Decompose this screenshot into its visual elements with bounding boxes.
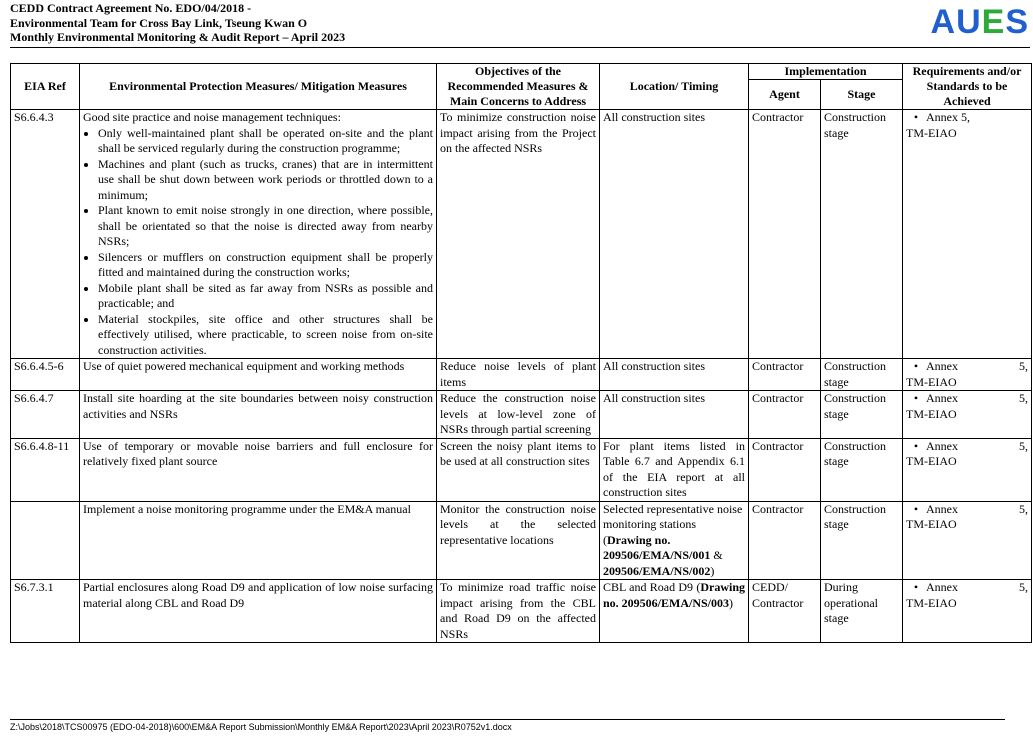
bullet-icon: • — [913, 359, 919, 373]
measure-bullet: • Only well-maintained plant shall be operated on-site and the plant shall be serviced regularly during the construction programme; — [98, 126, 433, 157]
team-line: Environmental Team for Cross Bay Link, Tseung Kwan O — [10, 15, 308, 30]
header-eia-ref: EIA Ref — [11, 64, 80, 110]
measure-bullet: • Material stockpiles, site office and other structures shall be effectively utilised, where practicable, to screen noise from on-site construction activities. — [98, 312, 433, 359]
drawing-ref: Drawing no. 209506/EMA/NS/003 — [603, 580, 745, 610]
logo-letter: S — [1005, 3, 1029, 41]
bullet-icon: • — [913, 391, 919, 405]
logo-letter: E — [981, 3, 1006, 41]
header-divider — [10, 47, 1030, 48]
header-requirements: Requirements and/or Standards to be Achieved — [903, 64, 1032, 110]
measure-bullet: • Mobile plant shall be sited as far away from NSRs as possible and practicable; and — [98, 281, 433, 312]
drawing-ref: 209506/EMA/NS/002 — [603, 563, 711, 578]
measure-bullet: • Plant known to emit noise strongly in one direction, where possible, shall be orientated so that the noise is directed away from nearby NSRs; — [98, 203, 433, 250]
objective-cell: To minimize road traffic noise impact arising from the CBL and Road D9 on the affected NSRs — [437, 580, 600, 643]
bullet-icon: • — [913, 501, 919, 516]
agent-cell: Contractor — [749, 110, 821, 359]
report-title-block — [10, 1, 345, 45]
requirement-cell: • Annex 5, TM-EIAO — [903, 391, 1032, 439]
location-cell: All construction sites — [600, 110, 749, 359]
report-line: Monthly Environmental Monitoring & Audit Report – April 2023 — [10, 30, 346, 44]
location-cell: Selected representative noise monitoring stations (Drawing no. 209506/EMA/NS/001 & 209506/EMA/NS/002) — [600, 501, 749, 580]
measure-cell — [80, 110, 437, 359]
contract-line: CEDD Contract Agreement No. EDO/04/2018 - — [10, 1, 252, 15]
objective-cell: Screen the noisy plant items to be used at all construction sites — [437, 438, 600, 501]
location-cell: For plant items listed in Table 6.7 and Appendix 6.1 of the EIA report at all construction sites — [600, 438, 749, 501]
header-agent: Agent — [749, 80, 821, 110]
logo-letter: U — [956, 3, 982, 41]
measure-bullet: • Machines and plant (such as trucks, cranes) that are in intermittent use shall be shut down between work periods or throttled down to a minimum; — [98, 157, 433, 204]
location-cell: All construction sites — [600, 391, 749, 439]
eia-ref-cell: S6.6.4.5-6 — [11, 359, 80, 391]
stage-cell: During operational stage — [821, 580, 903, 643]
measure-cell: Use of temporary or movable noise barriers and full enclosure for relatively fixed plant source — [80, 438, 437, 501]
table-row — [11, 580, 1032, 643]
requirement-cell: • Annex 5, TM-EIAO — [903, 110, 1032, 359]
objective-cell: Monitor the construction noise levels at the selected representative locations — [437, 501, 600, 580]
objective-cell: To minimize construction noise impact arising from the Project on the affected NSRs — [437, 110, 600, 359]
eia-ref-cell: S6.6.4.7 — [11, 391, 80, 439]
location-cell: CBL and Road D9 (Drawing no. 209506/EMA/NS/003) — [600, 580, 749, 643]
mitigation-measures-table — [10, 63, 1032, 643]
logo-letter: A — [930, 3, 957, 41]
document-file-path: Z:\Jobs\2018\TCS00975 (EDO-04-2018)\600\EM&A Report Submission\Monthly EM&A Report\2023\April 2023\R0752v1.docx — [10, 722, 512, 732]
measure-cell: Partial enclosures along Road D9 and application of low noise surfacing material along CBL and Road D9 — [80, 580, 437, 643]
table-row — [11, 110, 1032, 359]
eia-ref-cell — [11, 501, 80, 580]
table-row — [11, 438, 1032, 501]
drawing-ref: Drawing no. 209506/EMA/NS/001 — [603, 532, 711, 562]
measure-cell: Install site hoarding at the site boundaries between noisy construction activities and NSRs — [80, 391, 437, 439]
stage-cell: Construction stage — [821, 391, 903, 439]
bullet-icon: • — [913, 580, 919, 594]
eia-ref-cell: S6.6.4.3 — [11, 110, 80, 359]
eia-ref-cell: S6.7.3.1 — [11, 580, 80, 643]
table-row — [11, 391, 1032, 439]
requirement-cell: • Annex 5, TM-EIAO — [903, 580, 1032, 643]
aues-logo — [931, 4, 1030, 40]
measure-bullet-list — [83, 126, 433, 359]
stage-cell: Construction stage — [821, 359, 903, 391]
agent-cell: Contractor — [749, 359, 821, 391]
objective-cell: Reduce noise levels of plant items — [437, 359, 600, 391]
agent-cell: Contractor — [749, 391, 821, 439]
agent-cell: Contractor — [749, 438, 821, 501]
page-header — [10, 1, 1030, 47]
agent-cell: CEDD/ Contractor — [749, 580, 821, 643]
measure-bullet: • Silencers or mufflers on construction equipment shall be properly fitted and maintained during the construction works; — [98, 250, 433, 281]
stage-cell: Construction stage — [821, 110, 903, 359]
objective-cell: Reduce the construction noise levels at low-level zone of NSRs through partial screening — [437, 391, 600, 439]
bullet-icon: • — [913, 438, 919, 453]
measure-cell: Use of quiet powered mechanical equipment and working methods — [80, 359, 437, 391]
requirement-cell: • Annex 5, TM-EIAO — [903, 438, 1032, 501]
eia-ref-cell: S6.6.4.8-11 — [11, 438, 80, 501]
agent-cell: Contractor — [749, 501, 821, 580]
header-measures: Environmental Protection Measures/ Mitigation Measures — [80, 64, 437, 110]
bullet-icon: • — [913, 110, 919, 124]
footer-divider — [10, 719, 1005, 720]
header-objectives: Objectives of the Recommended Measures & Main Concerns to Address — [437, 64, 600, 110]
stage-cell: Construction stage — [821, 438, 903, 501]
header-implementation: Implementation — [749, 64, 903, 80]
measure-cell: Implement a noise monitoring programme under the EM&A manual — [80, 501, 437, 580]
table-row — [11, 359, 1032, 391]
header-location: Location/ Timing — [600, 64, 749, 110]
table-row — [11, 501, 1032, 580]
requirement-cell: • Annex 5, TM-EIAO — [903, 359, 1032, 391]
location-cell: All construction sites — [600, 359, 749, 391]
requirement-cell: • Annex 5, TM-EIAO — [903, 501, 1032, 580]
measure-intro: Good site practice and noise management techniques: — [83, 110, 341, 124]
stage-cell: Construction stage — [821, 501, 903, 580]
header-stage: Stage — [821, 80, 903, 110]
